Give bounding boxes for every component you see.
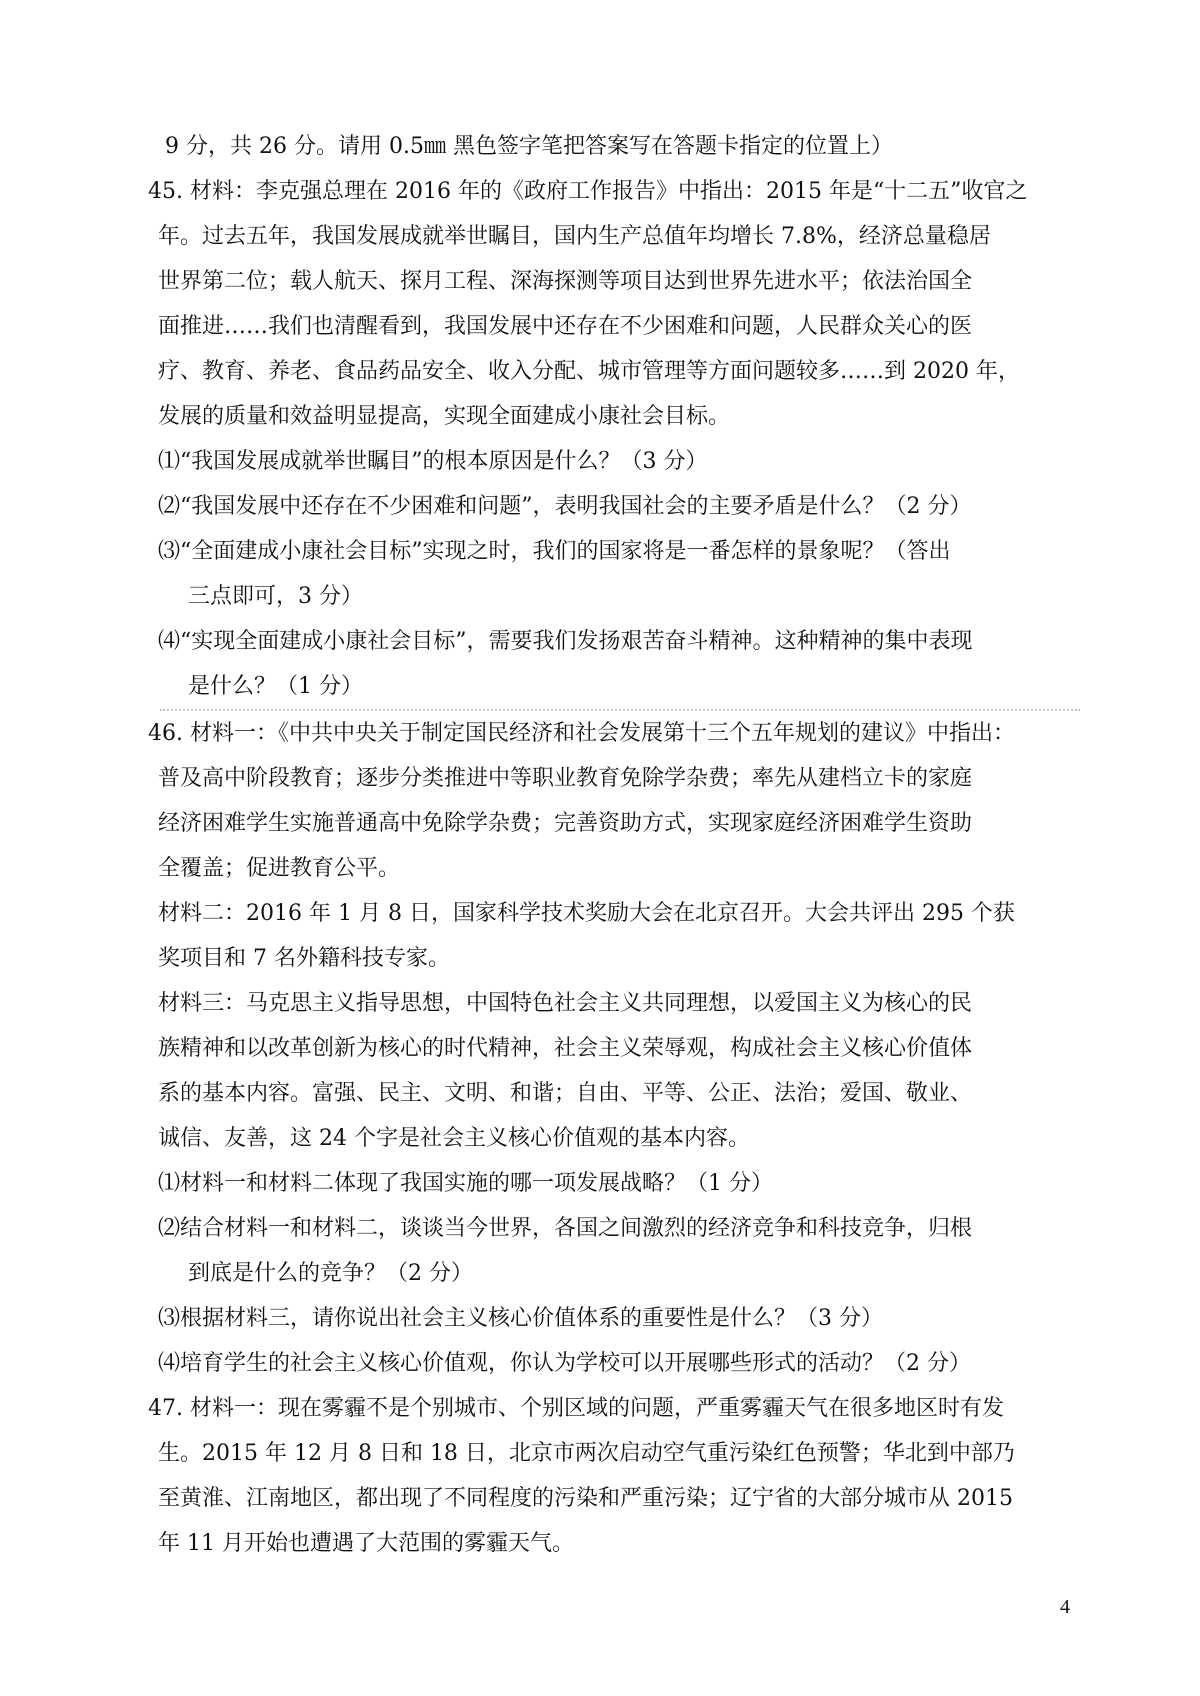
q45-material-line: 疗、教育、养老、食品药品安全、收入分配、城市管理等方面问题较多……到 2020 年，: [158, 359, 1020, 384]
q46-question-2-cont: 到底是什么的竞争？（2 分）: [188, 1261, 473, 1286]
q45-question-3-cont: 三点即可，3 分）: [188, 584, 363, 609]
q47-material1-line: 生。2015 年 12 月 8 日和 18 日，北京市两次启动空气重污染红色预警；华北到中部乃: [158, 1441, 1015, 1466]
q47-material1-line: 47. 材料一：现在雾霾不是个别城市、个别区域的问题，严重雾霾天气在很多地区时有发: [148, 1396, 1004, 1421]
q45-question-1: ⑴“我国发展成就举世瞩目”的根本原因是什么？（3 分）: [158, 449, 708, 474]
q46-question-2: ⑵结合材料一和材料二，谈谈当今世界，各国之间激烈的经济竞争和科技竞争，归根: [158, 1216, 973, 1241]
q45-material-line: 年。过去五年，我国发展成就举世瞩目，国内生产总值年均增长 7.8%，经济总量稳居: [158, 224, 991, 249]
q45-material-line: 发展的质量和效益明显提高，实现全面建成小康社会目标。: [158, 404, 731, 429]
q45-material-line: 世界第二位；载人航天、探月工程、深海探测等项目达到世界先进水平；依法治国全: [158, 269, 973, 294]
q45-material-line: 面推进……我们也清醒看到，我国发展中还存在不少困难和问题，人民群众关心的医: [158, 314, 973, 339]
q47-material1-line: 至黄淮、江南地区，都出现了不同程度的污染和严重污染；辽宁省的大部分城市从 2015: [158, 1486, 1013, 1511]
q46-material1-line: 46. 材料一：《中共中央关于制定国民经济和社会发展第十三个五年规划的建议》中指出：: [148, 721, 1015, 746]
q46-question-3: ⑶根据材料三，请你说出社会主义核心价值体系的重要性是什么？（3 分）: [158, 1306, 883, 1331]
q45-material-line: 45. 材料：李克强总理在 2016 年的《政府工作报告》中指出：2015 年是“十二五”收官之: [148, 179, 1028, 204]
q46-question-1: ⑴材料一和材料二体现了我国实施的哪一项发展战略？（1 分）: [158, 1171, 773, 1196]
q45-question-4-cont: 是什么？（1 分）: [188, 674, 363, 699]
page-number: 4: [1060, 1596, 1070, 1618]
q46-material3-line: 材料三：马克思主义指导思想，中国特色社会主义共同理想，以爱国主义为核心的民: [158, 991, 973, 1016]
divider: [160, 709, 1080, 711]
q47-material1-line: 年 11 月开始也遭遇了大范围的雾霾天气。: [158, 1531, 574, 1556]
q46-material1-line: 经济困难学生实施普通高中免除学杂费；完善资助方式，实现家庭经济困难学生资助: [158, 811, 973, 836]
q45-question-4: ⑷“实现全面建成小康社会目标”，需要我们发扬艰苦奋斗精神。这种精神的集中表现: [158, 629, 973, 654]
q46-material2-line: 材料二：2016 年 1 月 8 日，国家科学技术奖励大会在北京召开。大会共评出 295 个获: [158, 901, 1015, 926]
q45-question-2: ⑵“我国发展中还存在不少困难和问题”，表明我国社会的主要矛盾是什么？（2 分）: [158, 494, 972, 519]
q46-question-4: ⑷培育学生的社会主义核心价值观，你认为学校可以开展哪些形式的活动？（2 分）: [158, 1351, 971, 1376]
instruction-line: 9 分，共 26 分。请用 0.5㎜ 黑色签字笔把答案写在答题卡指定的位置上）: [165, 134, 893, 159]
q46-material1-line: 全覆盖；促进教育公平。: [158, 856, 401, 881]
q46-material2-line: 奖项目和 7 名外籍科技专家。: [158, 946, 450, 971]
q45-question-3: ⑶“全面建成小康社会目标”实现之时，我们的国家将是一番怎样的景象呢？（答出: [158, 539, 951, 564]
q46-material3-line: 诚信、友善，这 24 个字是社会主义核心价值观的基本内容。: [158, 1126, 750, 1151]
q46-material3-line: 系的基本内容。富强、民主、文明、和谐；自由、平等、公正、法治；爱国、敬业、: [158, 1081, 973, 1106]
q46-material1-line: 普及高中阶段教育；逐步分类推进中等职业教育免除学杂费；率先从建档立卡的家庭: [158, 766, 973, 791]
q46-material3-line: 族精神和以改革创新为核心的时代精神，社会主义荣辱观，构成社会主义核心价值体: [158, 1036, 973, 1061]
